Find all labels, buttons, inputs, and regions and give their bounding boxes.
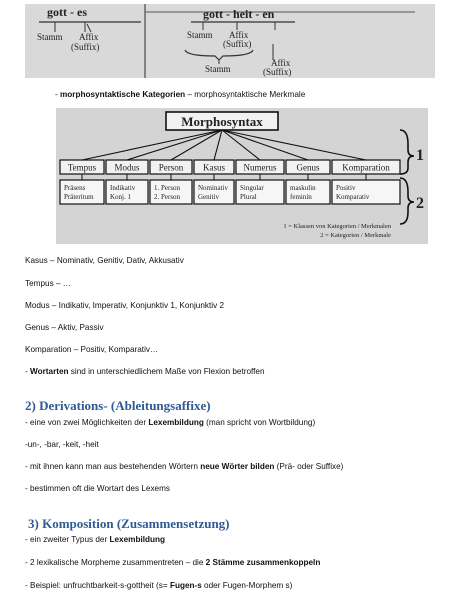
value-label: maskulin xyxy=(290,184,316,192)
morpheme-segmentation-figure xyxy=(25,4,435,78)
value-label: Indikativ xyxy=(110,184,136,192)
morphosyntax-diagram xyxy=(56,108,428,244)
level-1-label: 1 xyxy=(416,147,424,164)
value-label: Präsens xyxy=(64,184,86,192)
section-3-heading: 3) Komposition (Zusammensetzung) xyxy=(28,516,230,531)
fig1-bottom-suffix: (Suffix) xyxy=(263,67,292,77)
category-label: Person xyxy=(158,162,184,173)
section-2-line-3: - mit ihnen kann man aus bestehenden Wörtern neue Wörter bilden (Prä- oder Suffixe) xyxy=(25,462,344,471)
value-label: Präteritum xyxy=(64,193,94,201)
value-label: 2. Person xyxy=(154,193,181,201)
fig1-right-word: gott - heit - en xyxy=(203,7,275,21)
wortarten-line: - Wortarten sind in unterschiedlichem Maße von Flexion betroffen xyxy=(25,367,265,376)
section-3-line-3: - Beispiel: unfruchtbarkeit-s-gottheit (s= Fugen-s oder Fugen-Morphem s) xyxy=(25,581,293,590)
tree-branch xyxy=(127,130,222,160)
value-label: Konj. 1 xyxy=(110,193,131,201)
category-label: Kasus xyxy=(203,162,225,173)
section-3-line-2: - 2 lexikalische Morpheme zusammentreten – die 2 Stämme zusammenkoppeln xyxy=(25,558,321,567)
section-2-line-2: -un-, -bar, -keit, -heit xyxy=(25,440,99,449)
value-label: Genitiv xyxy=(198,193,219,201)
genus-line: Genus – Aktiv, Passiv xyxy=(25,323,104,332)
section-2-line-1: - eine von zwei Möglichkeiten der Lexembildung (man spricht von Wortbildung) xyxy=(25,418,316,427)
category-label: Tempus xyxy=(67,162,97,173)
morphosyntactic-categories-line: - morphosyntaktische Kategorien – morphosyntaktische Merkmale xyxy=(55,90,306,99)
category-label: Komparation xyxy=(342,162,390,173)
value-label: Nominativ xyxy=(198,184,228,192)
section-2-heading: 2) Derivations- (Ableitungsaffixe) xyxy=(25,398,211,413)
fig1-right-affix: Affix xyxy=(229,30,249,40)
fig1-left-suffix: (Suffix) xyxy=(71,42,100,52)
legend-line-2: 2 = Kategorien / Merkmale xyxy=(320,232,391,239)
fig1-bottom-stamm: Stamm xyxy=(205,64,231,74)
fig1-bottom-affix: Affix xyxy=(271,58,291,68)
modus-line: Modus – Indikativ, Imperativ, Konjunktiv 1, Konjunktiv 2 xyxy=(25,301,225,310)
morphosyntactic-categories-bold: morphosyntaktische Kategorien xyxy=(60,90,186,99)
tree-branch xyxy=(171,130,222,160)
section-3-line-1: - ein zweiter Typus der Lexembildung xyxy=(25,535,165,544)
value-label: feminin xyxy=(290,193,312,201)
value-label: Positiv xyxy=(336,184,356,192)
fig1-right-stamm: Stamm xyxy=(187,30,213,40)
section-2-line-4: - bestimmen oft die Wortart des Lexems xyxy=(25,484,171,493)
level-2-label: 2 xyxy=(416,195,424,212)
kasus-line: Kasus – Nominativ, Genitiv, Dativ, Akkusativ xyxy=(25,256,184,265)
tree-branch xyxy=(82,130,222,160)
morphosyntax-title: Morphosyntax xyxy=(181,114,263,129)
value-label: Komparativ xyxy=(336,193,370,201)
category-label: Numerus xyxy=(243,162,277,173)
value-label: Singular xyxy=(240,184,264,192)
value-label: 1. Person xyxy=(154,184,181,192)
legend-line-1: 1 = Klassen von Kategorien / Merkmalen xyxy=(283,223,391,230)
tempus-line: Tempus – … xyxy=(25,279,71,288)
category-label: Genus xyxy=(296,162,320,173)
fig1-left-affix: Affix xyxy=(79,32,99,42)
value-label: Plural xyxy=(240,193,257,201)
category-label: Modus xyxy=(114,162,140,173)
fig1-left-stamm: Stamm xyxy=(37,32,63,42)
komparation-line: Komparation – Positiv, Komparativ… xyxy=(25,345,159,354)
fig1-right-suffix: (Suffix) xyxy=(223,39,252,49)
fig1-left-word: gott - es xyxy=(47,5,87,19)
